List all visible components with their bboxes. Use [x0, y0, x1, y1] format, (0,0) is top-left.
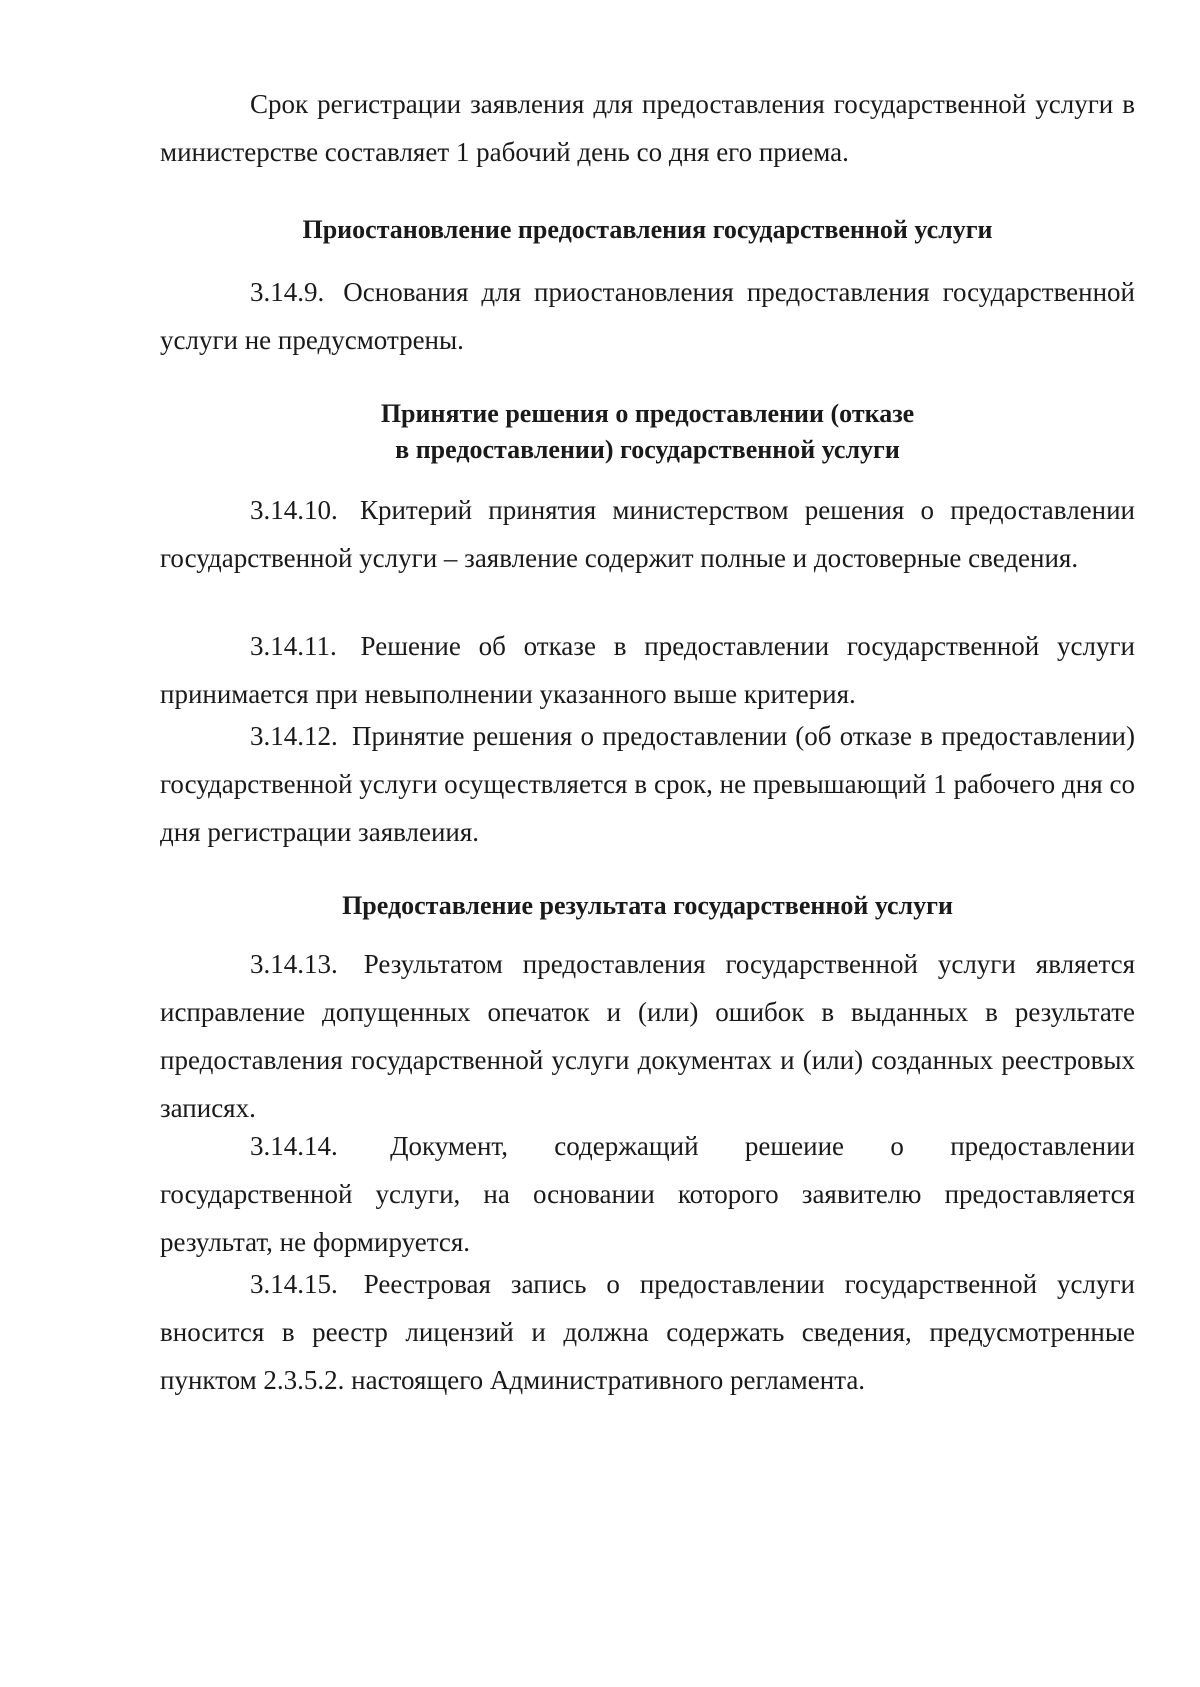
paragraph-text: Основания для приостановления предоставления государственной услуги не предусмотрены.: [160, 277, 1136, 355]
paragraph-text: Критерий принятия министерством решения о предоставлении государственной услуги – заявление содержит полные и достоверные сведения.: [160, 495, 1135, 573]
clause-number: 3.14.11.: [250, 631, 337, 661]
clause-number: 3.14.12.: [250, 721, 338, 751]
paragraph-3-14-15: [160, 1260, 1135, 1404]
paragraph-text: Результатом предоставления государственной услуги является исправление допущенных опечаток и (или) ошибок в выданных в результате предоставления государственной услуги документах и (или) созданных реестровых записях.: [160, 949, 1136, 1123]
clause-number: 3.14.13.: [250, 949, 338, 979]
paragraph-3-14-14: [160, 1122, 1135, 1266]
paragraph-3-14-10: [160, 486, 1135, 582]
paragraph-3-14-11: [160, 622, 1135, 718]
paragraph-text: Решение об отказе в предоставлении государственной услуги принимается при невыполнении указанного выше критерия.: [160, 631, 1136, 709]
document-page: [160, 0, 1135, 1687]
heading-line-2: в предоставлении) государственной услуги: [395, 435, 900, 464]
paragraph-3-14-12: [160, 712, 1135, 856]
paragraph-text: Срок регистрации заявления для предоставления государственной услуги в министерстве составляет 1 рабочий день со дня его приема.: [160, 89, 1135, 167]
paragraph-registration-term: [160, 80, 1135, 176]
clause-number: 3.14.14.: [250, 1131, 338, 1161]
paragraph-3-14-9: [160, 268, 1135, 364]
paragraph-text: Документ, содержащий решеиие о предоставлении государственной услуги, на основании которого заявителю предоставляется результат, не формируется.: [160, 1131, 1136, 1257]
clause-number: 3.14.15.: [250, 1269, 338, 1299]
paragraph-text: Реестровая запись о предоставлении государственной услуги вносится в реестр лицензий и должна содержать сведения, предусмотренные пунктом 2.3.5.2. настоящего Административного регламента.: [160, 1269, 1136, 1395]
clause-number: 3.14.9.: [250, 277, 325, 307]
section-heading-decision: [160, 396, 1135, 468]
clause-number: 3.14.10.: [250, 495, 338, 525]
section-heading-suspension: Приостановление предоставления государственной услуги: [302, 215, 993, 244]
section-heading-result: Предоставление результата государственной услуги: [342, 891, 953, 920]
paragraph-text: Принятие решения о предоставлении (об отказе в предоставлении) государственной услуги осуществляется в срок, не превышающий 1 рабочего дня со дня регистрации заявлеиия.: [160, 721, 1135, 847]
heading-line-1: Принятие решения о предоставлении (отказе: [380, 399, 915, 428]
paragraph-3-14-13: [160, 940, 1135, 1132]
